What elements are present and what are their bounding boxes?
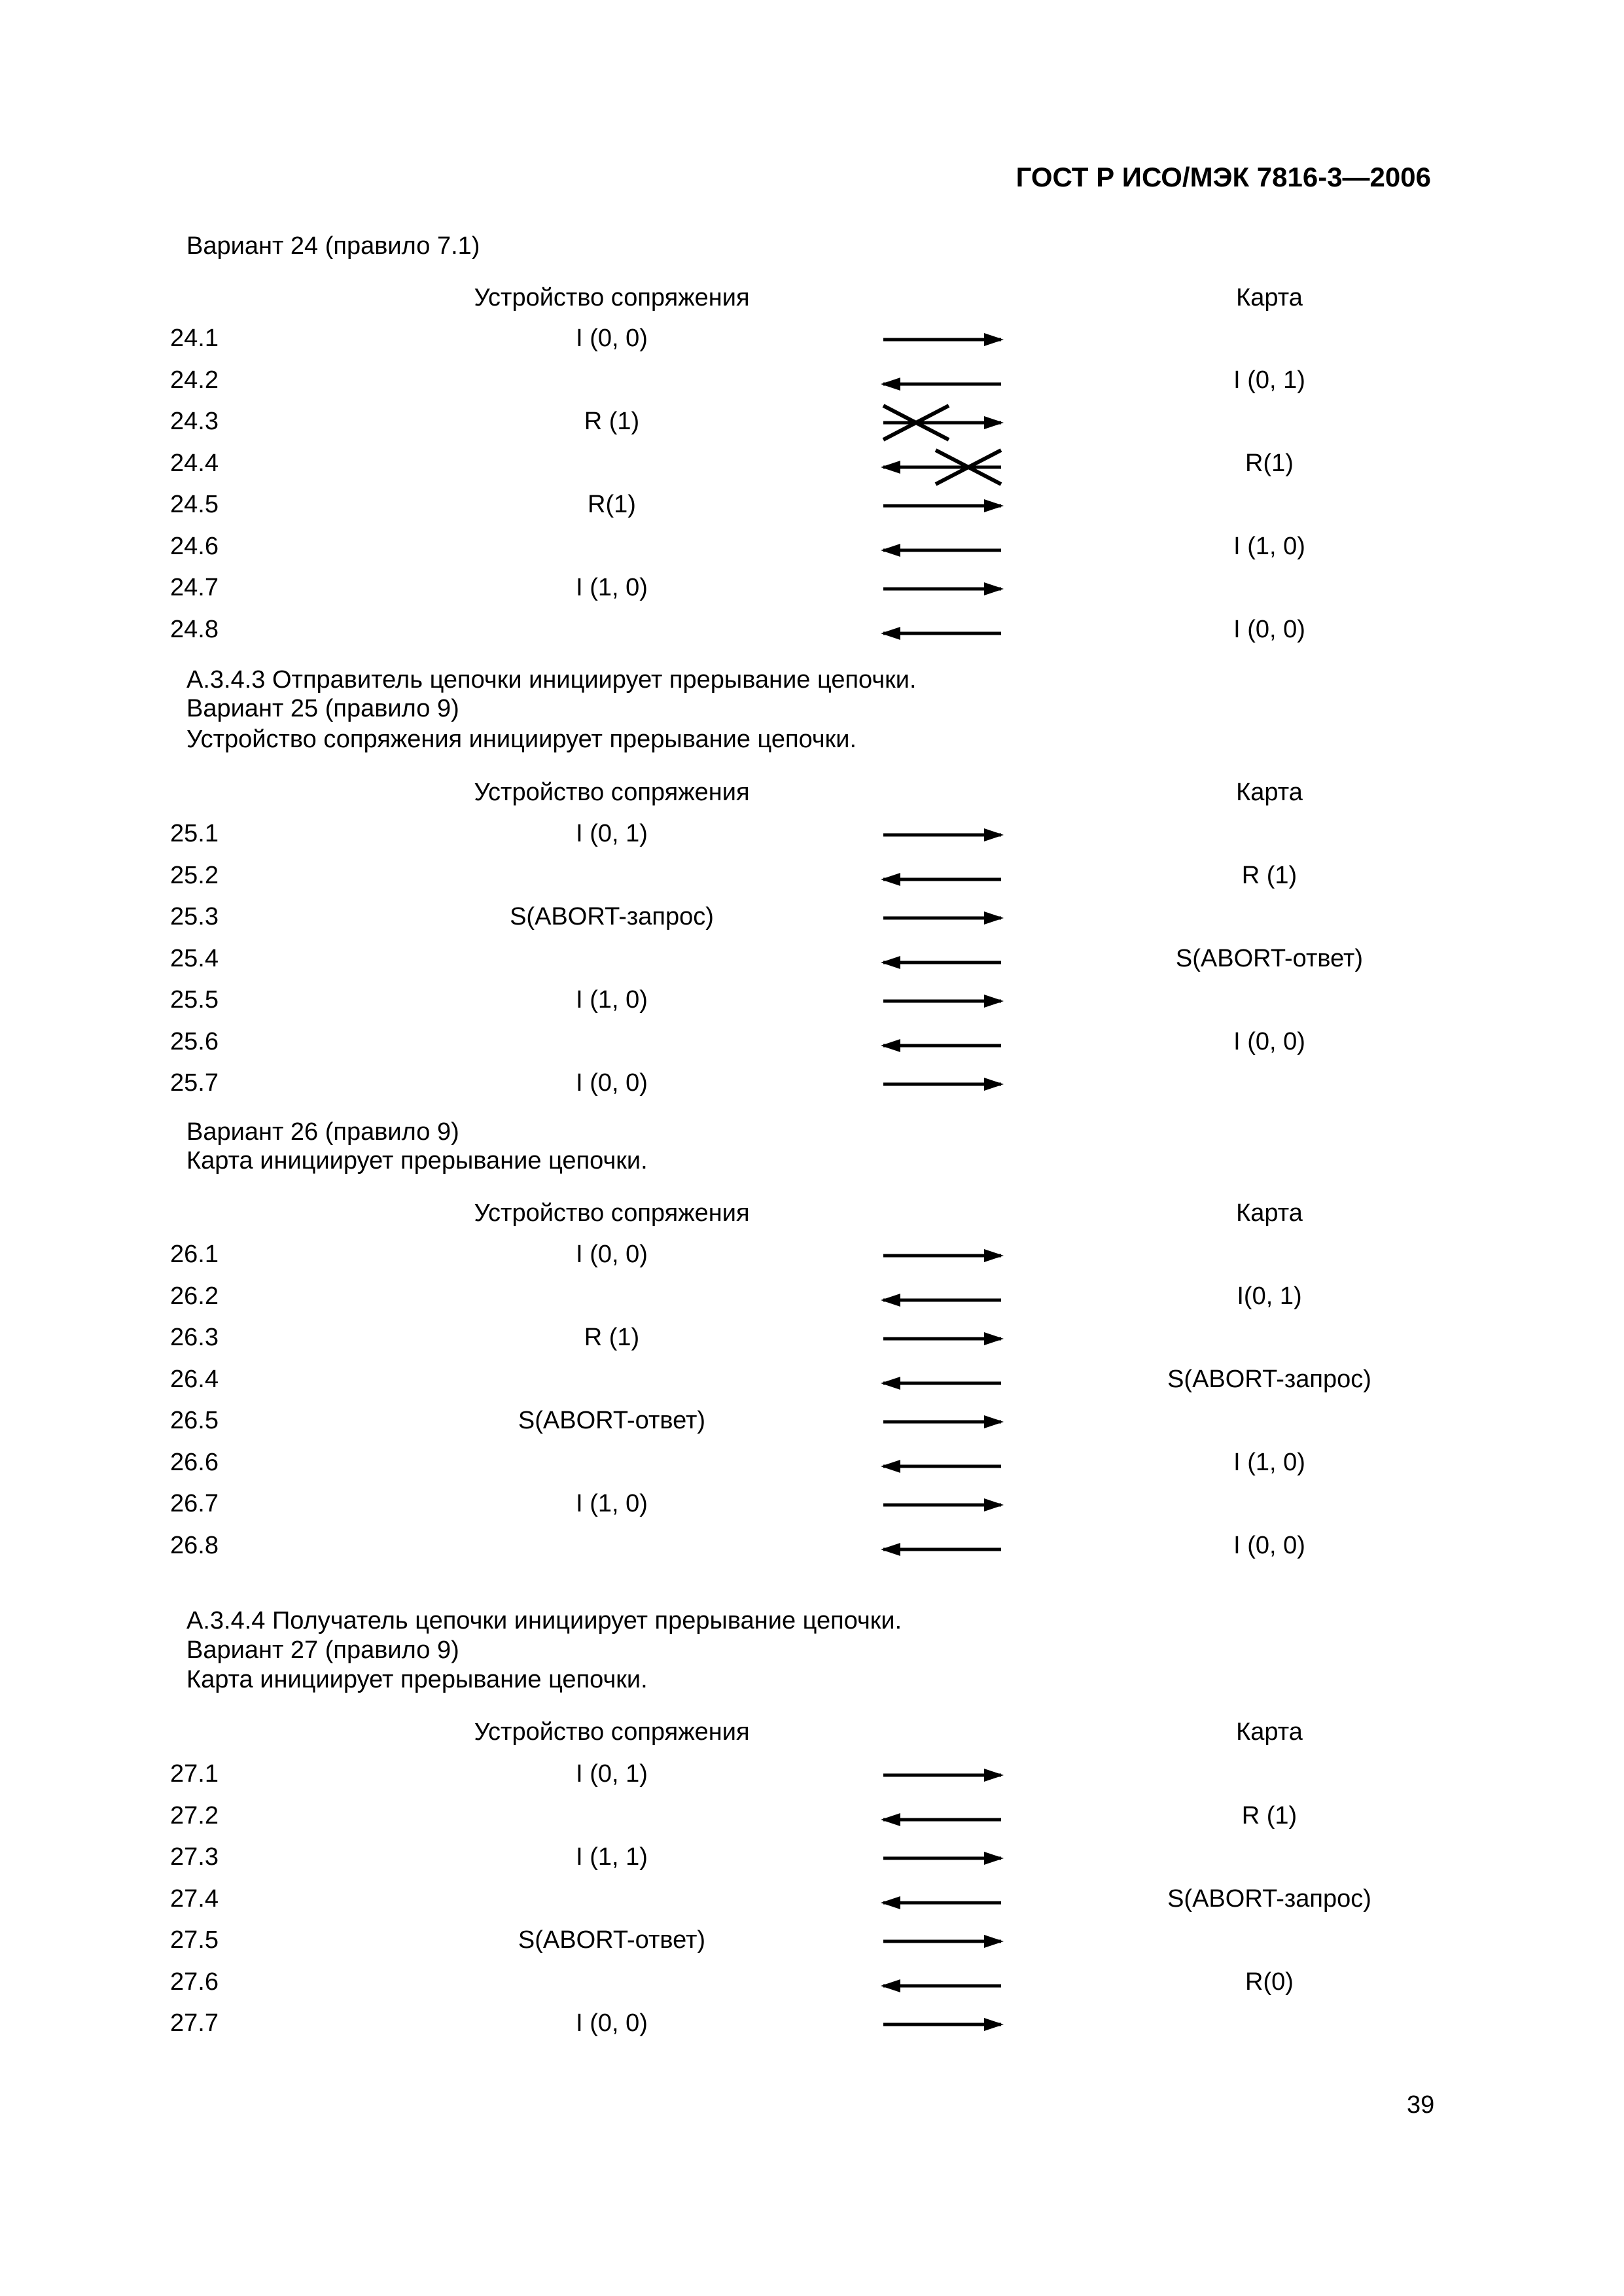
device-block: I (1, 0) xyxy=(576,1490,648,1517)
arrow-right-icon xyxy=(870,569,1027,609)
variant-25-title: Вариант 25 (правило 9) xyxy=(186,695,459,722)
arrow-left-icon xyxy=(870,1800,1027,1839)
device-block: S(ABORT-ответ) xyxy=(518,1407,706,1434)
device-block: I (0, 1) xyxy=(576,820,648,847)
arrow-left-icon xyxy=(870,1530,1027,1569)
card-block: I (0, 0) xyxy=(1233,1531,1305,1559)
card-block: I (0, 0) xyxy=(1233,615,1305,643)
arrow-right-icon xyxy=(870,1402,1027,1441)
step-number: 25.5 xyxy=(170,986,219,1014)
step-number: 26.6 xyxy=(170,1448,219,1476)
step-number: 26.3 xyxy=(170,1324,219,1351)
card-block: R(0) xyxy=(1245,1968,1294,1996)
step-number: 24.4 xyxy=(170,449,219,477)
step-number: 24.3 xyxy=(170,408,219,435)
variant-25-desc: Устройство сопряжения инициирует прерывание цепочки. xyxy=(186,726,857,753)
step-number: 25.2 xyxy=(170,861,219,889)
variant-27-desc: Карта инициирует прерывание цепочки. xyxy=(186,1666,648,1693)
col-card-label: Карта xyxy=(1236,1718,1303,1746)
section-a344-title: A.3.4.4 Получатель цепочки инициирует прерывание цепочки. xyxy=(186,1607,902,1634)
variant-27-title: Вариант 27 (правило 9) xyxy=(186,1636,459,1664)
device-block: R (1) xyxy=(584,1324,640,1351)
step-number: 24.1 xyxy=(170,325,219,352)
device-block: R(1) xyxy=(588,491,636,518)
step-number: 27.5 xyxy=(170,1926,219,1954)
arrow-right-icon xyxy=(870,1922,1027,1961)
section-a343-title: A.3.4.3 Отправитель цепочки инициирует прерывание цепочки. xyxy=(186,666,917,694)
arrow-right-icon xyxy=(870,403,1027,442)
step-number: 24.8 xyxy=(170,615,219,643)
arrow-right-icon xyxy=(870,1319,1027,1358)
device-block: I (0, 0) xyxy=(576,325,648,352)
card-block: S(ABORT-ответ) xyxy=(1175,944,1364,972)
arrow-right-icon xyxy=(870,815,1027,855)
device-block: I (1, 0) xyxy=(576,986,648,1014)
step-number: 24.2 xyxy=(170,366,219,394)
step-number: 26.1 xyxy=(170,1241,219,1268)
step-number: 27.6 xyxy=(170,1968,219,1996)
step-number: 27.1 xyxy=(170,1760,219,1788)
col-device-label: Устройство сопряжения xyxy=(474,1718,750,1746)
step-number: 27.4 xyxy=(170,1884,219,1913)
variant-26-title: Вариант 26 (правило 9) xyxy=(186,1118,459,1146)
step-number: 27.2 xyxy=(170,1801,219,1829)
col-device-label: Устройство сопряжения xyxy=(474,284,750,311)
step-number: 27.3 xyxy=(170,1843,219,1871)
device-block: S(ABORT-запрос) xyxy=(510,903,714,930)
step-number: 25.7 xyxy=(170,1069,219,1097)
arrow-left-icon xyxy=(870,1447,1027,1486)
device-block: R (1) xyxy=(584,408,640,435)
step-number: 25.4 xyxy=(170,944,219,972)
arrow-right-icon xyxy=(870,1839,1027,1878)
variant-24-title: Вариант 24 (правило 7.1) xyxy=(186,232,480,260)
document-header: ГОСТ Р ИСО/МЭК 7816-3—2006 xyxy=(1015,162,1431,192)
arrow-left-icon xyxy=(870,364,1027,404)
page-number: 39 xyxy=(1407,2091,1435,2119)
device-block: I (1, 1) xyxy=(576,1843,648,1871)
device-block: I (0, 0) xyxy=(576,1069,648,1097)
arrow-left-icon xyxy=(870,1364,1027,1403)
arrow-left-icon xyxy=(870,614,1027,653)
arrow-right-icon xyxy=(870,981,1027,1021)
arrow-right-icon xyxy=(870,2005,1027,2044)
card-block: I (0, 1) xyxy=(1233,366,1305,394)
arrow-left-icon xyxy=(870,531,1027,570)
device-block: I (0, 0) xyxy=(576,2009,648,2037)
step-number: 25.3 xyxy=(170,903,219,930)
arrow-left-icon xyxy=(870,448,1027,487)
arrow-left-icon xyxy=(870,1966,1027,2005)
step-number: 26.2 xyxy=(170,1282,219,1310)
arrow-left-icon xyxy=(870,1883,1027,1922)
col-card-label: Карта xyxy=(1236,779,1303,806)
card-block: I (0, 0) xyxy=(1233,1027,1305,1055)
arrow-right-icon xyxy=(870,1485,1027,1525)
arrow-right-icon xyxy=(870,1236,1027,1275)
step-number: 26.7 xyxy=(170,1490,219,1517)
card-block: R(1) xyxy=(1245,449,1294,477)
step-number: 24.6 xyxy=(170,532,219,560)
step-number: 27.7 xyxy=(170,2009,219,2037)
arrow-right-icon xyxy=(870,898,1027,938)
col-device-label: Устройство сопряжения xyxy=(474,1199,750,1227)
card-block: I (1, 0) xyxy=(1233,1448,1305,1476)
card-block: R (1) xyxy=(1241,861,1297,889)
device-block: I (0, 0) xyxy=(576,1241,648,1268)
arrow-left-icon xyxy=(870,943,1027,982)
arrow-left-icon xyxy=(870,1026,1027,1065)
arrow-right-icon xyxy=(870,486,1027,525)
step-number: 24.7 xyxy=(170,574,219,601)
step-number: 25.6 xyxy=(170,1027,219,1055)
step-number: 24.5 xyxy=(170,491,219,518)
card-block: S(ABORT-запрос) xyxy=(1167,1884,1371,1913)
device-block: I (0, 1) xyxy=(576,1760,648,1788)
variant-26-desc: Карта инициирует прерывание цепочки. xyxy=(186,1147,648,1174)
col-card-label: Карта xyxy=(1236,1199,1303,1227)
arrow-left-icon xyxy=(870,860,1027,899)
col-card-label: Карта xyxy=(1236,284,1303,311)
step-number: 26.4 xyxy=(170,1365,219,1393)
card-block: S(ABORT-запрос) xyxy=(1167,1365,1371,1393)
step-number: 25.1 xyxy=(170,820,219,847)
card-block: I(0, 1) xyxy=(1237,1282,1302,1310)
step-number: 26.8 xyxy=(170,1531,219,1559)
card-block: I (1, 0) xyxy=(1233,532,1305,560)
step-number: 26.5 xyxy=(170,1407,219,1434)
arrow-left-icon xyxy=(870,1280,1027,1320)
arrow-right-icon xyxy=(870,1756,1027,1795)
device-block: S(ABORT-ответ) xyxy=(518,1926,706,1954)
card-block: R (1) xyxy=(1241,1801,1297,1829)
col-device-label: Устройство сопряжения xyxy=(474,779,750,806)
arrow-right-icon xyxy=(870,320,1027,359)
device-block: I (1, 0) xyxy=(576,574,648,601)
arrow-right-icon xyxy=(870,1065,1027,1104)
